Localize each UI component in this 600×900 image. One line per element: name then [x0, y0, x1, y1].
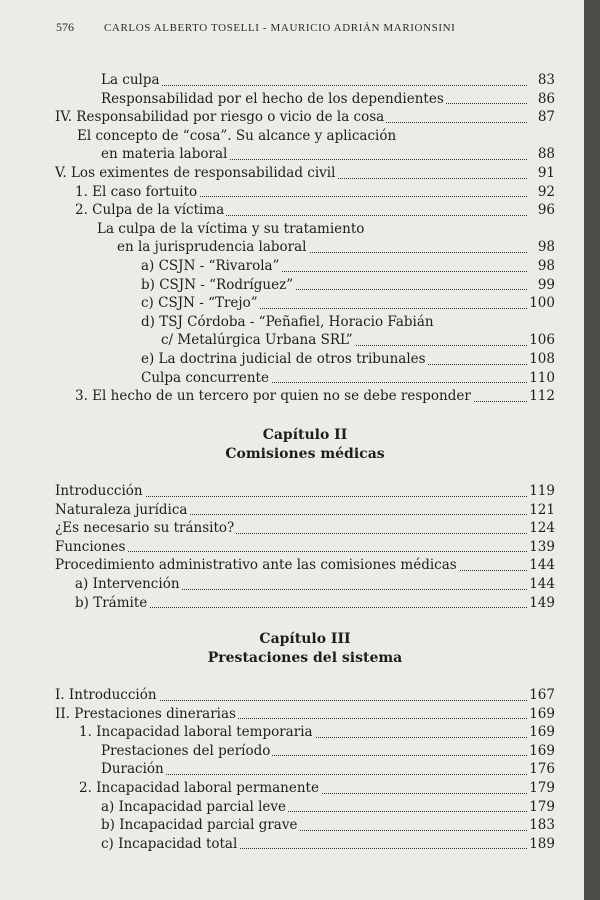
toc-entry-page: 167 — [527, 686, 555, 705]
toc-entry-title: c) CSJN - “Trejo” — [141, 295, 258, 312]
toc-entry — [55, 482, 555, 501]
toc-entry-page: 100 — [527, 294, 555, 313]
page-edge-shadow — [584, 0, 600, 900]
toc-entry-page: 108 — [527, 350, 555, 369]
toc-entry-page: 99 — [527, 276, 555, 295]
toc-entry — [55, 835, 555, 854]
toc-entry — [55, 90, 555, 109]
toc-section-chapter1-end — [55, 71, 555, 406]
toc-entry-title: Prestaciones del período — [101, 742, 271, 759]
toc-entry-title: 2. Incapacidad laboral permanente — [79, 779, 319, 796]
toc-entry-page: 106 — [527, 331, 555, 350]
toc-entry — [55, 294, 555, 313]
toc-entry — [55, 257, 555, 276]
toc-entry-title: IV. Responsabilidad por riesgo o vicio de la cosa — [55, 109, 385, 126]
toc-entry — [55, 538, 555, 557]
toc-entry — [55, 760, 555, 779]
toc-entry-title: 1. El caso fortuito — [75, 183, 198, 200]
toc-entry-page: 124 — [527, 519, 555, 538]
toc-entry-page: 92 — [527, 183, 555, 202]
toc-section-chapter3 — [55, 686, 555, 853]
toc-entry — [55, 238, 555, 257]
toc-entry-title: La culpa — [101, 72, 160, 88]
toc-entry-page: 112 — [527, 387, 555, 406]
toc-entry — [55, 705, 555, 724]
toc-entry — [55, 816, 555, 835]
toc-entry-page: 98 — [527, 238, 555, 257]
toc-entry-page: 96 — [527, 201, 555, 220]
toc-entry-title: El concepto de “cosa”. Su alcance y aplicación — [77, 127, 397, 144]
toc-entry-page: 144 — [527, 556, 555, 575]
chapter3-heading — [55, 630, 555, 668]
toc-entry-title: en la jurisprudencia laboral — [117, 239, 307, 256]
toc-entry-title: 3. El hecho de un tercero por quien no se debe responder — [75, 388, 471, 405]
toc-entry-title: 2. Culpa de la víctima — [75, 202, 225, 219]
toc-entry-page: 87 — [527, 108, 555, 127]
toc-entry-title: La culpa de la víctima y su tratamiento — [97, 220, 365, 237]
toc-entry-title: I. Introducción — [55, 687, 157, 703]
toc-entry-title: b) Trámite — [75, 594, 148, 611]
toc-entry — [55, 313, 555, 332]
toc-entry — [55, 164, 555, 183]
toc-entry-title: b) Incapacidad parcial grave — [101, 817, 298, 834]
toc-leader-dots — [101, 83, 529, 86]
toc-entry — [55, 575, 555, 594]
toc-entry — [55, 501, 555, 520]
toc-entry-page: 169 — [527, 705, 555, 724]
toc-entry — [55, 71, 555, 90]
toc-entry-page: 169 — [527, 742, 555, 761]
toc-entry — [55, 686, 555, 705]
chapter2-label: Capítulo II — [262, 427, 348, 443]
toc-entry-title: Duración — [101, 761, 164, 778]
toc-entry-page: 179 — [527, 779, 555, 798]
toc-entry — [55, 742, 555, 761]
toc-entry-title: II. Prestaciones dinerarias — [55, 705, 236, 722]
toc-entry-page: 119 — [527, 482, 555, 501]
chapter3-label: Capítulo III — [259, 631, 351, 647]
toc-entry-title: Culpa concurrente — [141, 369, 269, 386]
toc-entry — [55, 779, 555, 798]
toc-entry-title: en materia laboral — [101, 146, 228, 163]
toc-entry-page: 179 — [527, 798, 555, 817]
toc-entry-title: c/ Metalúrgica Urbana SRL” — [161, 332, 353, 349]
header-authors: CARLOS ALBERTO TOSELLI - MAURICIO ADRIÁN MARIONSINI — [104, 22, 456, 34]
toc-entry — [55, 387, 555, 406]
toc-entry-page: 98 — [527, 257, 555, 276]
toc-entry-page: 189 — [527, 835, 555, 854]
toc-entry — [55, 108, 555, 127]
toc-entry — [55, 556, 555, 575]
toc-entry-title: c) Incapacidad total — [101, 835, 238, 852]
toc-entry-page: 169 — [527, 723, 555, 742]
toc-entry-title: Procedimiento administrativo ante las comisiones médicas — [55, 557, 457, 574]
toc-entry-page: 183 — [527, 816, 555, 835]
toc-entry-page: 176 — [527, 760, 555, 779]
toc-entry — [55, 127, 555, 146]
toc-entry-page: 91 — [527, 164, 555, 183]
toc-entry-title: ¿Es necesario su tránsito? — [55, 520, 235, 537]
toc-entry-page: 86 — [527, 90, 555, 109]
toc-entry-page: 149 — [527, 594, 555, 613]
toc-entry — [55, 798, 555, 817]
toc-entry-title: a) Intervención — [75, 575, 180, 592]
toc-entry — [55, 594, 555, 613]
chapter2-heading — [55, 426, 555, 464]
toc-entry-title: a) CSJN - “Rivarola” — [141, 257, 280, 274]
running-header — [56, 20, 556, 35]
toc-entry-page: 83 — [527, 71, 555, 90]
toc-entry-title: Funciones — [55, 538, 126, 555]
toc-entry — [55, 519, 555, 538]
toc-entry — [55, 723, 555, 742]
toc-entry-title: b) CSJN - “Rodríguez” — [141, 276, 294, 293]
toc-entry — [55, 331, 555, 350]
toc-entry-page: 139 — [527, 538, 555, 557]
toc-entry — [55, 183, 555, 202]
toc-entry-title: V. Los eximentes de responsabilidad civil — [55, 164, 336, 181]
toc-entry — [55, 350, 555, 369]
toc-entry-title: 1. Incapacidad laboral temporaria — [79, 724, 313, 741]
toc-entry — [55, 276, 555, 295]
toc-entry-page: 121 — [527, 501, 555, 520]
toc-entry — [55, 201, 555, 220]
toc-entry-page: 88 — [527, 145, 555, 164]
page-number: 576 — [56, 20, 74, 34]
toc-entry — [55, 369, 555, 388]
chapter3-title: Prestaciones del sistema — [207, 650, 403, 666]
toc-section-chapter2 — [55, 482, 555, 612]
toc-entry-title: Naturaleza jurídica — [55, 501, 188, 518]
toc-entry-page: 144 — [527, 575, 555, 594]
toc-entry-title: Responsabilidad por el hecho de los dependientes — [101, 90, 444, 107]
toc-entry — [55, 220, 555, 239]
toc-entry-title: e) La doctrina judicial de otros tribunales — [141, 350, 426, 367]
toc-entry-title: Introducción — [55, 483, 143, 499]
toc-entry — [55, 145, 555, 164]
toc-entry-title: d) TSJ Córdoba - “Peñafiel, Horacio Fabián — [141, 313, 434, 330]
toc-entry-page: 110 — [527, 369, 555, 388]
toc-entry-title: a) Incapacidad parcial leve — [101, 798, 287, 815]
chapter2-title: Comisiones médicas — [225, 446, 385, 462]
